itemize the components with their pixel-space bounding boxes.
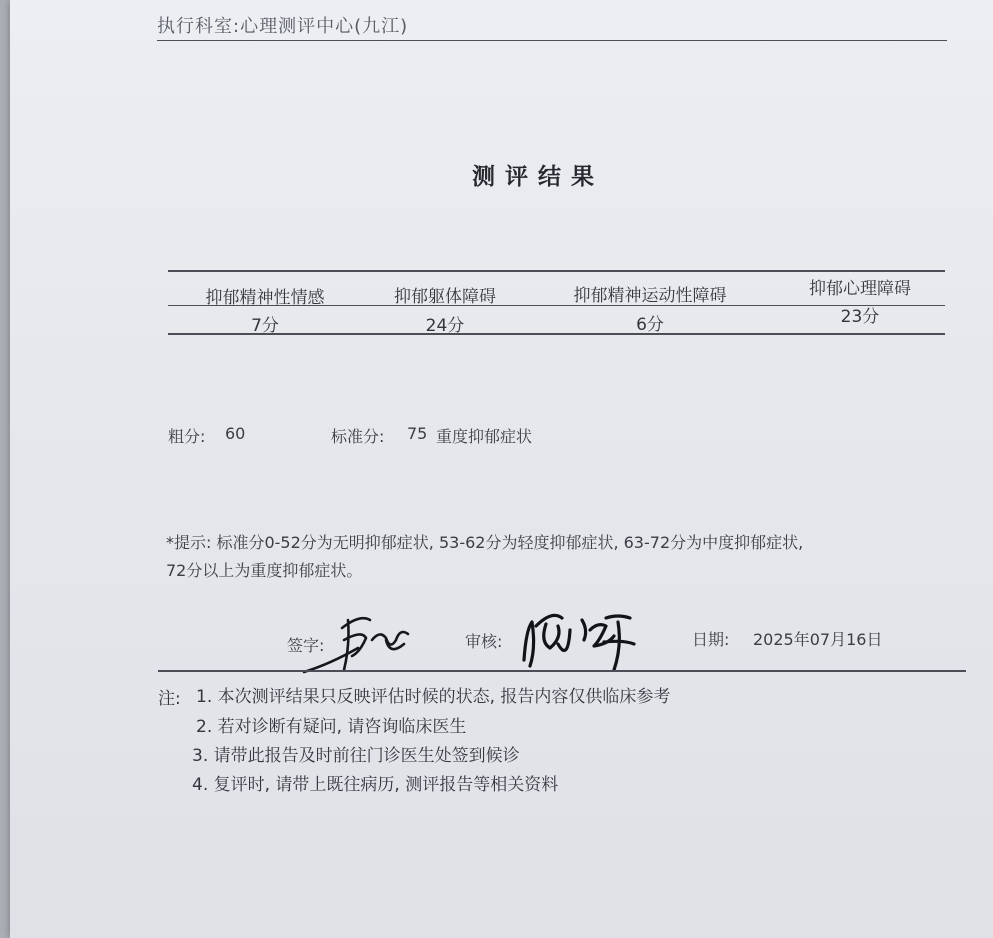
note-item: 2. 若对诊断有疑问, 请咨询临床医生	[196, 717, 467, 737]
severity-conclusion: 重度抑郁症状	[436, 427, 533, 446]
table-value-cell: 6分	[636, 315, 664, 335]
table-header-cell: 抑郁精神性情感	[205, 288, 325, 308]
header-rule	[157, 40, 947, 41]
table-header-cell: 抑郁精神运动性障碍	[573, 286, 727, 306]
hint-line: 72分以上为重度抑郁症状。	[166, 561, 363, 580]
notes-label: 注:	[158, 689, 181, 709]
standard-score-value: 75	[407, 424, 428, 443]
table-header-cell: 抑郁心理障碍	[809, 279, 911, 299]
table-value-cell: 24分	[425, 316, 465, 336]
table-header-cell: 抑郁躯体障碍	[394, 287, 496, 307]
signer-signature	[300, 600, 420, 675]
raw-score-value: 60	[225, 424, 246, 443]
table-top-rule	[168, 270, 945, 272]
hint-line: *提示: 标准分0-52分为无明抑郁症状, 53-62分为轻度抑郁症状, 63-72分为中度抑郁症状,	[166, 533, 804, 552]
table-value-cell: 7分	[251, 316, 279, 336]
date-label: 日期:	[692, 630, 730, 649]
reviewer-signature	[518, 600, 648, 675]
table-value-cell: 23分	[840, 307, 880, 327]
note-item: 1. 本次测评结果只反映评估时候的状态, 报告内容仅供临床参考	[196, 687, 671, 707]
review-label: 审核:	[465, 632, 503, 651]
standard-score-label: 标准分:	[331, 427, 385, 446]
note-item: 3. 请带此报告及时前往门诊医生处签到候诊	[192, 746, 520, 766]
report-title: 测评结果	[472, 164, 604, 190]
report-date: 2025年07月16日	[753, 630, 883, 649]
department-header: 执行科室:心理测评中心(九江)	[157, 16, 409, 37]
report-sheet	[10, 0, 993, 938]
raw-score-label: 粗分:	[168, 427, 206, 446]
sign-label: 签字:	[287, 636, 325, 655]
notes-rule	[158, 670, 966, 672]
note-item: 4. 复评时, 请带上既往病历, 测评报告等相关资料	[192, 775, 559, 795]
table-bottom-rule	[168, 333, 945, 335]
